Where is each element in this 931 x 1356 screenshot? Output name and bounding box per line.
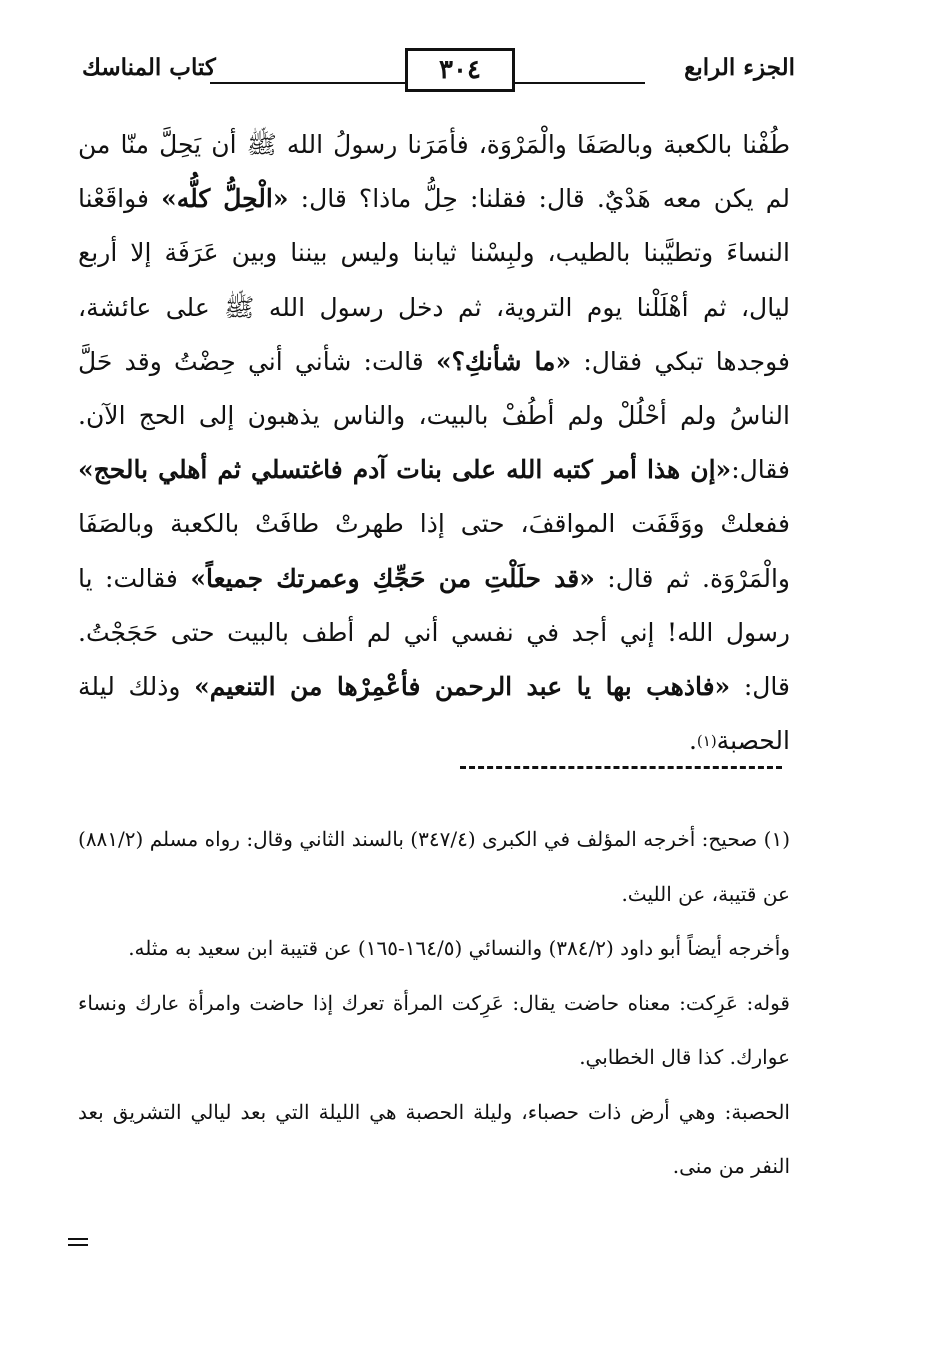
footnotes [78,812,790,1194]
header-rule-right [515,82,645,84]
volume-title: الجزء الرابع [684,54,795,81]
footnote-item: وأخرجه أيضاً أبو داود (٣٨٤/٢) والنسائي (١٦٤/٥-١٦٥) عن قتيبة ابن سعيد به مثله. [128,936,790,960]
text-end: . [688,726,697,756]
footnote-reference: (١) [696,732,717,751]
main-text [78,118,790,768]
footnote-item: قوله: عَرِكت: معناه حاضت يقال: عَرِكت المرأة تعرك إذا حاضت وامرأة عارك ونساء عوارك. كذا قال الخطابي. [78,990,790,1069]
page-header [70,46,795,106]
prophet-quote: «ما شأنكِ؟» [435,346,572,376]
page-number-box: ٣٠٤ [405,48,515,92]
book-title: كتاب المناسك [82,54,216,81]
prophet-quote: «الْحِلُّ كلُّه» [161,184,289,214]
text-segment: فقالت: يا رسول الله! إني أجد في نفسي أني لم أطف بالبيت حتى حَجَجْتُ. قال: [78,563,790,702]
text-segment: قالت: شأني أني حِضْتُ وقد حَلَّ الناسُ ولم أحْلُلْ ولم أطُفْ بالبيت، والناس يذهبون إلى الحج الآن. فقال: [78,346,790,485]
footnote-item: الحصبة: وهي أرض ذات حصباء، وليلة الحصبة هي الليلة التي بعد ليالي التشريق بعد النفر من منى. [78,1099,790,1178]
prophet-quote: «إن هذا أمر كتبه الله على بنات آدم فاغتسلي ثم أهلي بالحج» [78,455,732,485]
text-segment: طُفْنا بالكعبة وبالصَفَا والْمَرْوَة، فأمَرَنا رسولُ الله ﷺ أن يَحِلَّ منّا من لم يكن معه هَدْيٌ. قال: فقلنا: حِلُّ ماذا؟ قال: [78,130,790,214]
header-rule-left [210,82,405,84]
footnote-separator [460,766,782,769]
end-mark [68,1238,88,1246]
text-segment: وذلك ليلة الحصبة [78,672,790,756]
text-segment: ففعلتْ ووَقَفَت المواقفَ، حتى إذا طهرتْ طافَتْ بالكعبة وبالصَفَا والْمَرْوَة. ثم قال: [78,509,790,593]
prophet-quote: «فاذهب بها يا عبد الرحمن فأعْمِرْها من التنعيم» [194,672,731,702]
prophet-quote: «قد حلَلْتِ من حَجِّكِ وعمرتك جميعاً» [190,563,595,593]
footnote-item: (١) صحيح: أخرجه المؤلف في الكبرى (٣٤٧/٤) بالسند الثاني وقال: رواه مسلم (٨٨١/٢) عن قتيبة، عن الليث. [78,827,790,906]
text-segment: فواقَعْنا النساءَ وتطيَّبنا بالطيب، ولبِسْنا ثيابنا وليس بيننا وبين عَرَفَة إلا أربع ليال، ثم أهْلَلْنا يوم التروية، ثم دخل رسول الله ﷺ على عائشة، فوجدها تبكي فقال: [78,184,791,376]
